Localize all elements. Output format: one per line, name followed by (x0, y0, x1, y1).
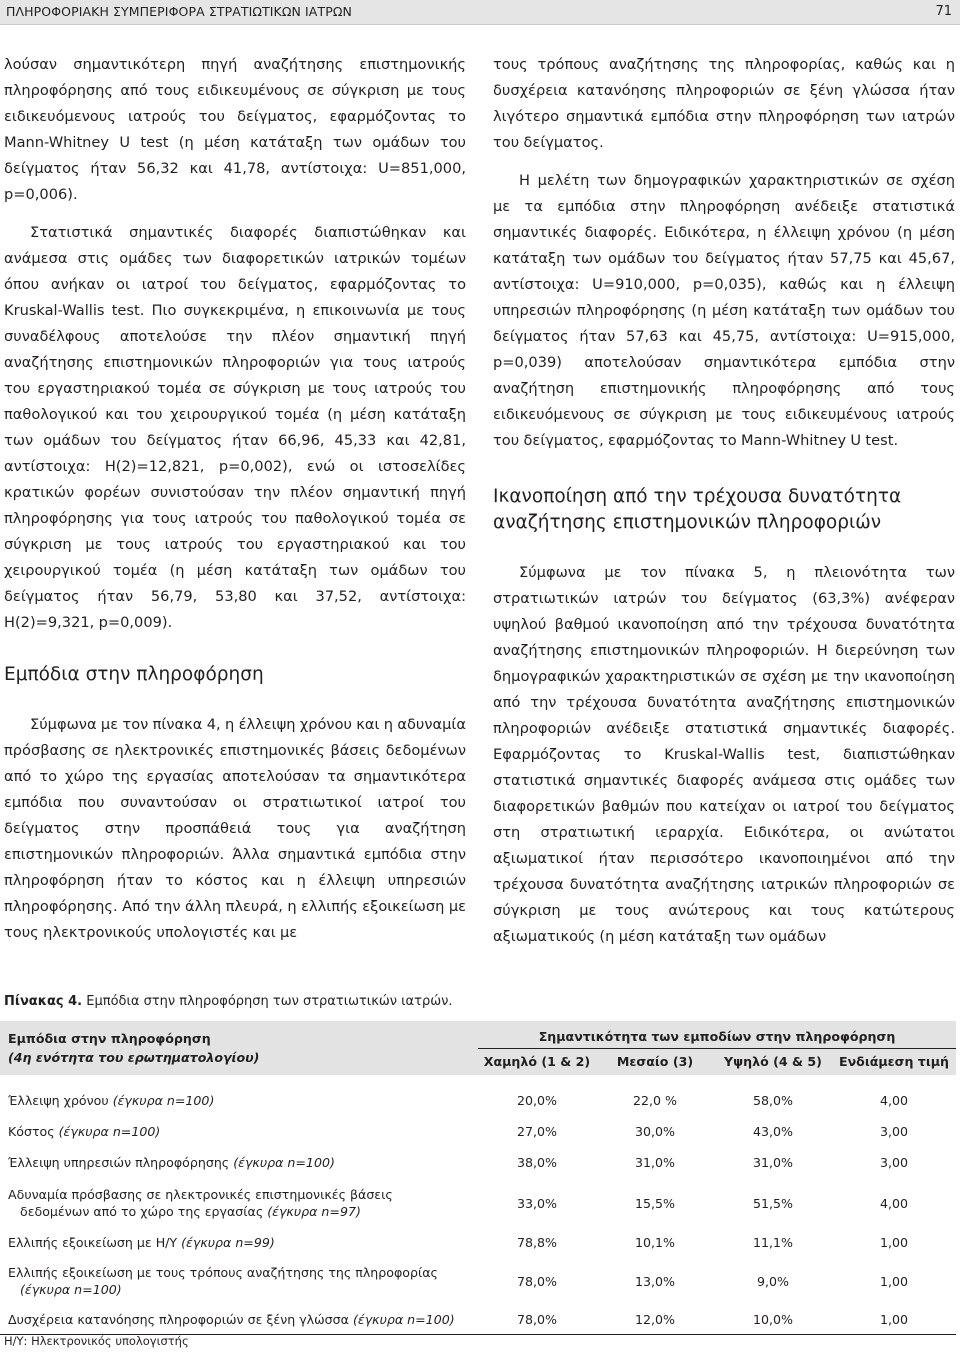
running-title: ΠΛΗΡΟΦΟΡΙΑΚΗ ΣΥΜΠΕΡΙΦΟΡΑ ΣΤΡΑΤΙΩΤΙΚΩΝ ΙΑΤΡΩΝ (6, 4, 352, 19)
page-number: 71 (935, 4, 952, 19)
row-label: Ελλιπής εξοικείωση με τους τρόπους αναζήτησης της πληροφορίας (έγκυρα n=100) (8, 1265, 438, 1297)
column-header: Ενδιάμεση τιμή (838, 1054, 949, 1069)
section-heading: Ικανοποίηση από την τρέχουσα δυνατότητα αναζήτησης επιστημονικών πληροφοριών (493, 486, 902, 533)
table-row (0, 1228, 956, 1256)
column-header: Χαμηλό (1 & 2) (483, 1054, 591, 1069)
cell: 20,0% (516, 1093, 557, 1108)
table-caption-text: Εμπόδια στην πληροφόρηση των στρατιωτικών ιατρών. (82, 994, 453, 1009)
table-row (0, 1116, 956, 1147)
cell: 38,0% (516, 1155, 557, 1170)
cell: 58,0% (752, 1093, 793, 1108)
table-row (0, 1085, 956, 1116)
column-header: Μεσαίο (3) (616, 1054, 694, 1069)
cell: 15,5% (634, 1195, 675, 1211)
row-label: Αδυναμία πρόσβασης σε ηλεκτρονικές επιστημονικές βάσεις δεδομένων από το χώρο της εργασίας (έγκυρα n=97) (8, 1187, 393, 1219)
row-label: Έλλειψη χρόνου (έγκυρα n=100) (8, 1093, 215, 1108)
cell: 51,5% (752, 1195, 793, 1211)
cell: 30,0% (634, 1124, 675, 1139)
section-heading: Εμπόδια στην πληροφόρηση (4, 664, 264, 685)
row-label: Έλλειψη υπηρεσιών πληροφόρησης (έγκυρα n=100) (8, 1155, 335, 1170)
cell: 3,00 (879, 1124, 909, 1139)
cell: 31,0% (752, 1155, 793, 1170)
paragraph: τους τρόπους αναζήτησης της πληροφορίας, καθώς και η δυσχέρεια κατανόησης πληροφοριών σε ξένη γλώσσα ήταν λιγότερο σημαντικά εμπόδια στην πληροφόρηση των ιατρών του δείγματος. (493, 56, 955, 151)
cell: 13,0% (634, 1273, 675, 1289)
cell: 11,1% (752, 1234, 793, 1250)
row-label: Ελλιπής εξοικείωση με Η/Υ (έγκυρα n=99) (8, 1234, 275, 1250)
table-caption-label: Πίνακας 4. (4, 994, 83, 1009)
column-header: Υψηλό (4 & 5) (724, 1054, 822, 1069)
cell: 78,0% (478, 1306, 596, 1334)
running-header (0, 0, 960, 25)
paragraph: Σύμφωνα με τον πίνακα 5, η πλειονότητα των στρατιωτικών ιατρών του δείγματος (63,3%) ανέφεραν υψηλού βαθμού ικανοποίηση από την τρέχουσα δυνατότητα αναζήτησης επιστημονικών πληροφοριών. Η διερεύνηση των δημογραφικών χαρακτηριστικών σε σχέση με την ικανοποίηση από την τρέχουσα δυνατότητα αναζήτησης επιστημονικών πληροφοριών ανέδειξε στατιστικά σημαντικές διαφορές. Εφαρμόζοντας το Kruskal-Wallis test, διαπιστώθηκαν στατιστικά σημαντικές διαφορές ανάμεσα στις ομάδες των διαφορετικών βαθμών που κατείχαν οι ιατροί του δείγματος στη στρατιωτική ιεραρχία. Ειδικότερα, οι ανώτατοι αξιωματικοί ήταν περισσότερο ικανοποιημένοι από την τρέχουσα δυνατότητα αναζήτησης ιατρικών πληροφοριών σε σύγκριση με τους ανώτερους και τους κατώτερους αξιωματικούς (η μέση κατάταξη των ομάδων (493, 564, 955, 945)
paragraph: Στατιστικά σημαντικές διαφορές διαπιστώθηκαν και ανάμεσα στις ομάδες των διαφορετικών ιατρικών τομέων όπου ανήκαν οι ιατροί του δείγματος, εφαρμόζοντας το Kruskal-Wallis test. Πιο συγκεκριμένα, η επικοινωνία με τους συναδέλφους αποτελούσε την πλέον σημαντική πηγή αναζήτησης επιστημονικών πληροφοριών για τους ιατρούς του εργαστηριακού τομέα σε σύγκριση με τους ιατρούς του παθολογικού και του χειρουργικού τομέα (η μέση κατάταξη των ομάδων του δείγματος ήταν 66,96, 45,33 και 42,81, αντίστοιχα: H(2)=12,821, p=0,002), ενώ οι ιστοσελίδες κρατικών φορέων συνιστούσαν την πλέον σημαντική πηγή πληροφόρησης για τους ιατρούς του παθολογικού τομέα σε σύγκριση με τους ιατρούς του εργαστηριακού και του χειρουργικού τομέα (η μέση κατάταξη των ομάδων του δείγματος ήταν 56,79, 53,80 και 37,52, αντίστοιχα: H(2)=9,321, p=0,009). (4, 224, 466, 631)
table-footnote: Η/Υ: Ηλεκτρονικός υπολογιστής (4, 1334, 189, 1348)
cell: 1,00 (879, 1273, 909, 1289)
left-column (4, 52, 466, 958)
paragraph: λούσαν σημαντικότερη πηγή αναζήτησης επιστημονικής πληροφόρησης από τους ειδικευμένους σε σύγκριση με τους ειδικευόμενους ιατρούς του δείγματος, εφαρμόζοντας το Mann-Whitney U test (η μέση κατάταξη των ομάδων του δείγματος ήταν 56,32 και 41,78, αντίστοιχα: U=851,000, p=0,006). (4, 56, 466, 203)
row-label: Δυσχέρεια κατανόησης πληροφοριών σε ξένη γλώσσα (έγκυρα n=100) (0, 1306, 478, 1334)
cell: 22,0 % (632, 1093, 677, 1108)
cell: 1,00 (879, 1234, 909, 1250)
table-head-subtitle: (4η ενότητα του ερωτηματολογίου) (8, 1050, 260, 1065)
row-label: Κόστος (έγκυρα n=100) (8, 1124, 161, 1139)
cell: 78,0% (516, 1273, 557, 1289)
table-row (0, 1147, 956, 1178)
cell: 4,00 (879, 1093, 909, 1108)
cell: 31,0% (634, 1155, 675, 1170)
cell: 33,0% (516, 1195, 557, 1211)
cell: 1,00 (832, 1306, 956, 1334)
paragraph: Η μελέτη των δημογραφικών χαρακτηριστικών σε σχέση με τα εμπόδια στην πληροφόρηση ανέδειξε στατιστικά σημαντικές διαφορές. Ειδικότερα, η έλλειψη χρόνου (η μέση κατάταξη των ομάδων του δείγματος ήταν 57,75 και 45,67, αντίστοιχα: U=910,000, p=0,035), καθώς και η έλλειψη υπηρεσιών πληροφόρησης (η μέση κατάταξη των ομάδων του δείγματος ήταν 57,63 και 45,75, αντίστοιχα: U=915,000, p=0,039) αποτελούσαν σημαντικότερα εμπόδια στην αναζήτηση επιστημονικής πληροφόρησης από τους ειδικευόμενους σε σύγκριση με τους ειδικευμένους ιατρούς του δείγματος, εφαρμόζοντας το Mann-Whitney U test. (493, 172, 955, 449)
table-head-title: Εμπόδια στην πληροφόρηση (4η ενότητα του ερωτηματολογίου) (8, 1031, 260, 1065)
cell: 4,00 (879, 1195, 909, 1211)
table-row (0, 1256, 956, 1306)
cell: 78,8% (516, 1234, 557, 1250)
cell: 10,1% (634, 1234, 675, 1250)
cell: 3,00 (879, 1155, 909, 1170)
right-column (493, 52, 955, 962)
cell: 9,0% (757, 1273, 789, 1289)
barriers-table (0, 1021, 956, 1335)
cell: 27,0% (516, 1124, 557, 1139)
table-row (0, 1178, 956, 1228)
table-caption (4, 994, 452, 1009)
cell: 10,0% (714, 1306, 832, 1334)
cell: 12,0% (596, 1306, 714, 1334)
table-row (0, 1306, 956, 1334)
cell: 43,0% (752, 1124, 793, 1139)
paragraph: Σύμφωνα με τον πίνακα 4, η έλλειψη χρόνου και η αδυναμία πρόσβασης σε ηλεκτρονικές επιστημονικές βάσεις δεδομένων από το χώρο της εργασίας αποτελούσαν τα σημαντικότερα εμπόδια που συναντούσαν οι στρατιωτικοί ιατροί του δείγματος στην προσπάθειά τους για αναζήτηση επιστημονικών πληροφοριών. Άλλα σημαντικά εμπόδια στην πληροφόρηση ήταν το κόστος και η έλλειψη υπηρεσιών πληροφόρησης. Από την άλλη πλευρά, η ελλιπής εξοικείωση με τους ηλεκτρονικούς υπολογιστές και με (4, 716, 466, 941)
table-group-header: Σημαντικότητα των εμποδίων στην πληροφόρηση (478, 1021, 956, 1049)
